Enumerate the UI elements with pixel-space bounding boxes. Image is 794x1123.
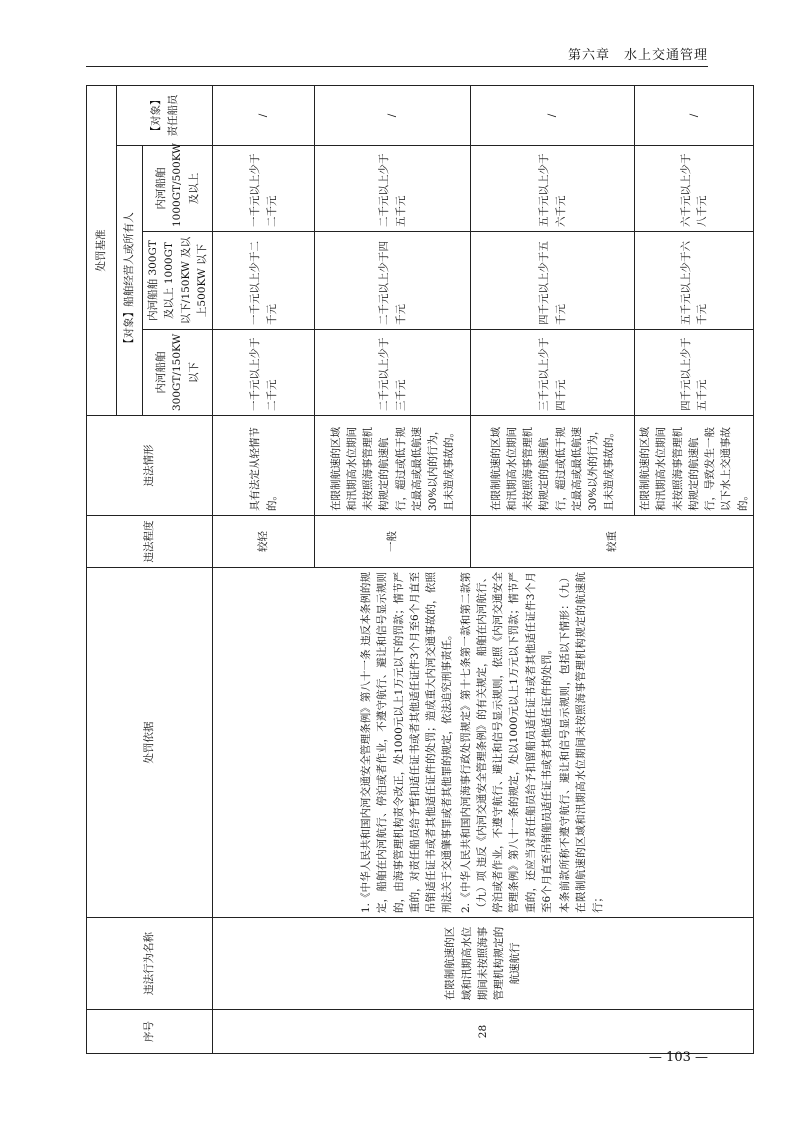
violation-name-cell: 在限制航速的区域和汛期高水位期间未按照海事管理机构规定的航速航行 [213,918,754,1010]
situation-cell: 具有法定从轻情节的。 [213,416,315,516]
fine-tier-1-cell: 一千元以上少于二千元 [213,330,315,416]
header-situation: 违法情形 [87,416,213,516]
rotated-table-frame [86,86,749,1054]
basis-cell [213,568,754,918]
fine-tier-3-cell: 六千元以上少于八千元 [635,146,754,232]
fine-tier-1-cell: 二千元以上少于三千元 [315,330,471,416]
basis-paragraph-2: 2.《中华人民共和国内河海事行政处罚规定》第十七条第一款和第二款第（九）项 违反《内河交通安全管理条例》的有关规定，船舶在内河航行、停泊或者作业，不遵守航行、避让和信号显示规则，依照《内河交通安全管理条例》第八十一条的规定，处以1000元以上1万元以下罚款；情节严重的，还应当对责任船员给予扣留船员适任证书或者其他适任证件3个月至6个月直至吊销船员适任证书或者其他适任证件的处罚。 [459,572,553,913]
header-tier-3: 内河船舶1000GT/500KW及以上 [143,146,213,232]
penalty-standard-table [86,85,754,1054]
header-target-responsible: 【对象】责任船员 [117,86,213,146]
basis-paragraph-1: 1.《中华人民共和国内河交通安全管理条例》第八十一条 违反本条例的规定，船舶在内河航行、停泊或者作业，不遵守航行、避让和信号显示规则的，由海事管理机构责令改正，处1000元以上1万元以下的罚款；情节严重的，对责任船员给予暂扣适任证书或者其他适任证件3个月至6个月直至吊销适任证书或者其他适任证件的处罚；造成重大内河交通事故的，依照刑法关于交通肇事罪或者其他罪的规定，依法追究刑事责任。 [360,572,454,913]
situation-cell: 在限制航速的区域和汛期高水位期间未按照海事管理机构规定的航速航行，超过或低于规定最高或最低航速30%以外的行为，且未造成事故的。 [471,416,635,516]
fine-tier-3-cell: 一千元以上少于二千元 [213,146,315,232]
landscape-table-container [86,86,749,1054]
header-tier-2: 内河船舶 300GT 及以上 1000GT 以下/150KW 及以上500KW 以下 [143,232,213,330]
page-number: — 103 — [648,1050,708,1065]
situation-cell: 在限制航速的区域和汛期高水位期间未按照海事管理机构规定的航速航行，超过或低于规定最高或最低航速30%以内的行为，且未造成事故的。 [315,416,471,516]
fine-tier-3-cell: 二千元以上少于五千元 [315,146,471,232]
responsible-cell: / [635,86,754,146]
header-seq: 序号 [87,1010,213,1054]
fine-tier-2-cell: 四千元以上少于五千元 [471,232,635,330]
degree-cell: 一般 [315,516,471,568]
fine-tier-2-cell: 一千元以上少于二千元 [213,232,315,330]
fine-tier-1-cell: 三千元以上少于四千元 [471,330,635,416]
header-standard: 处罚基准 [87,86,117,416]
situation-cell: 在限制航速的区域和汛期高水位期间未按照海事管理机构规定的航速航行，导致发生一般以下水上交通事故的。 [635,416,754,516]
chapter-title: 第六章 水上交通管理 [567,48,708,63]
fine-tier-2-cell: 五千元以上少于六千元 [635,232,754,330]
degree-cell-merged: 较重 [471,516,754,568]
fine-tier-3-cell: 五千元以上少于六千元 [471,146,635,232]
header-target-owner: 【对象】船舶经营人或所有人 [117,146,143,416]
responsible-cell: / [213,86,315,146]
degree-cell: 较轻 [213,516,315,568]
table-row [213,86,315,1054]
fine-tier-2-cell: 二千元以上少于四千元 [315,232,471,330]
header-tier-1: 内河船舶300GT/150KW以下 [143,330,213,416]
header-basis: 处罚依据 [87,568,213,918]
header-rule [86,66,708,67]
seq-cell: 28 [213,1010,754,1054]
header-row-1 [87,86,117,1054]
fine-tier-1-cell: 四千元以上少于五千元 [635,330,754,416]
responsible-cell: / [471,86,635,146]
header-violation-name: 违法行为名称 [87,918,213,1010]
basis-paragraph-3: 本条前款所称不遵守航行、避让和信号显示规则，包括以下情形：（九）在限制航速的区域和汛期高水位期间未按照海事管理机构规定的航速航行； [559,572,604,913]
responsible-cell: / [315,86,471,146]
header-degree: 违法程度 [87,516,213,568]
